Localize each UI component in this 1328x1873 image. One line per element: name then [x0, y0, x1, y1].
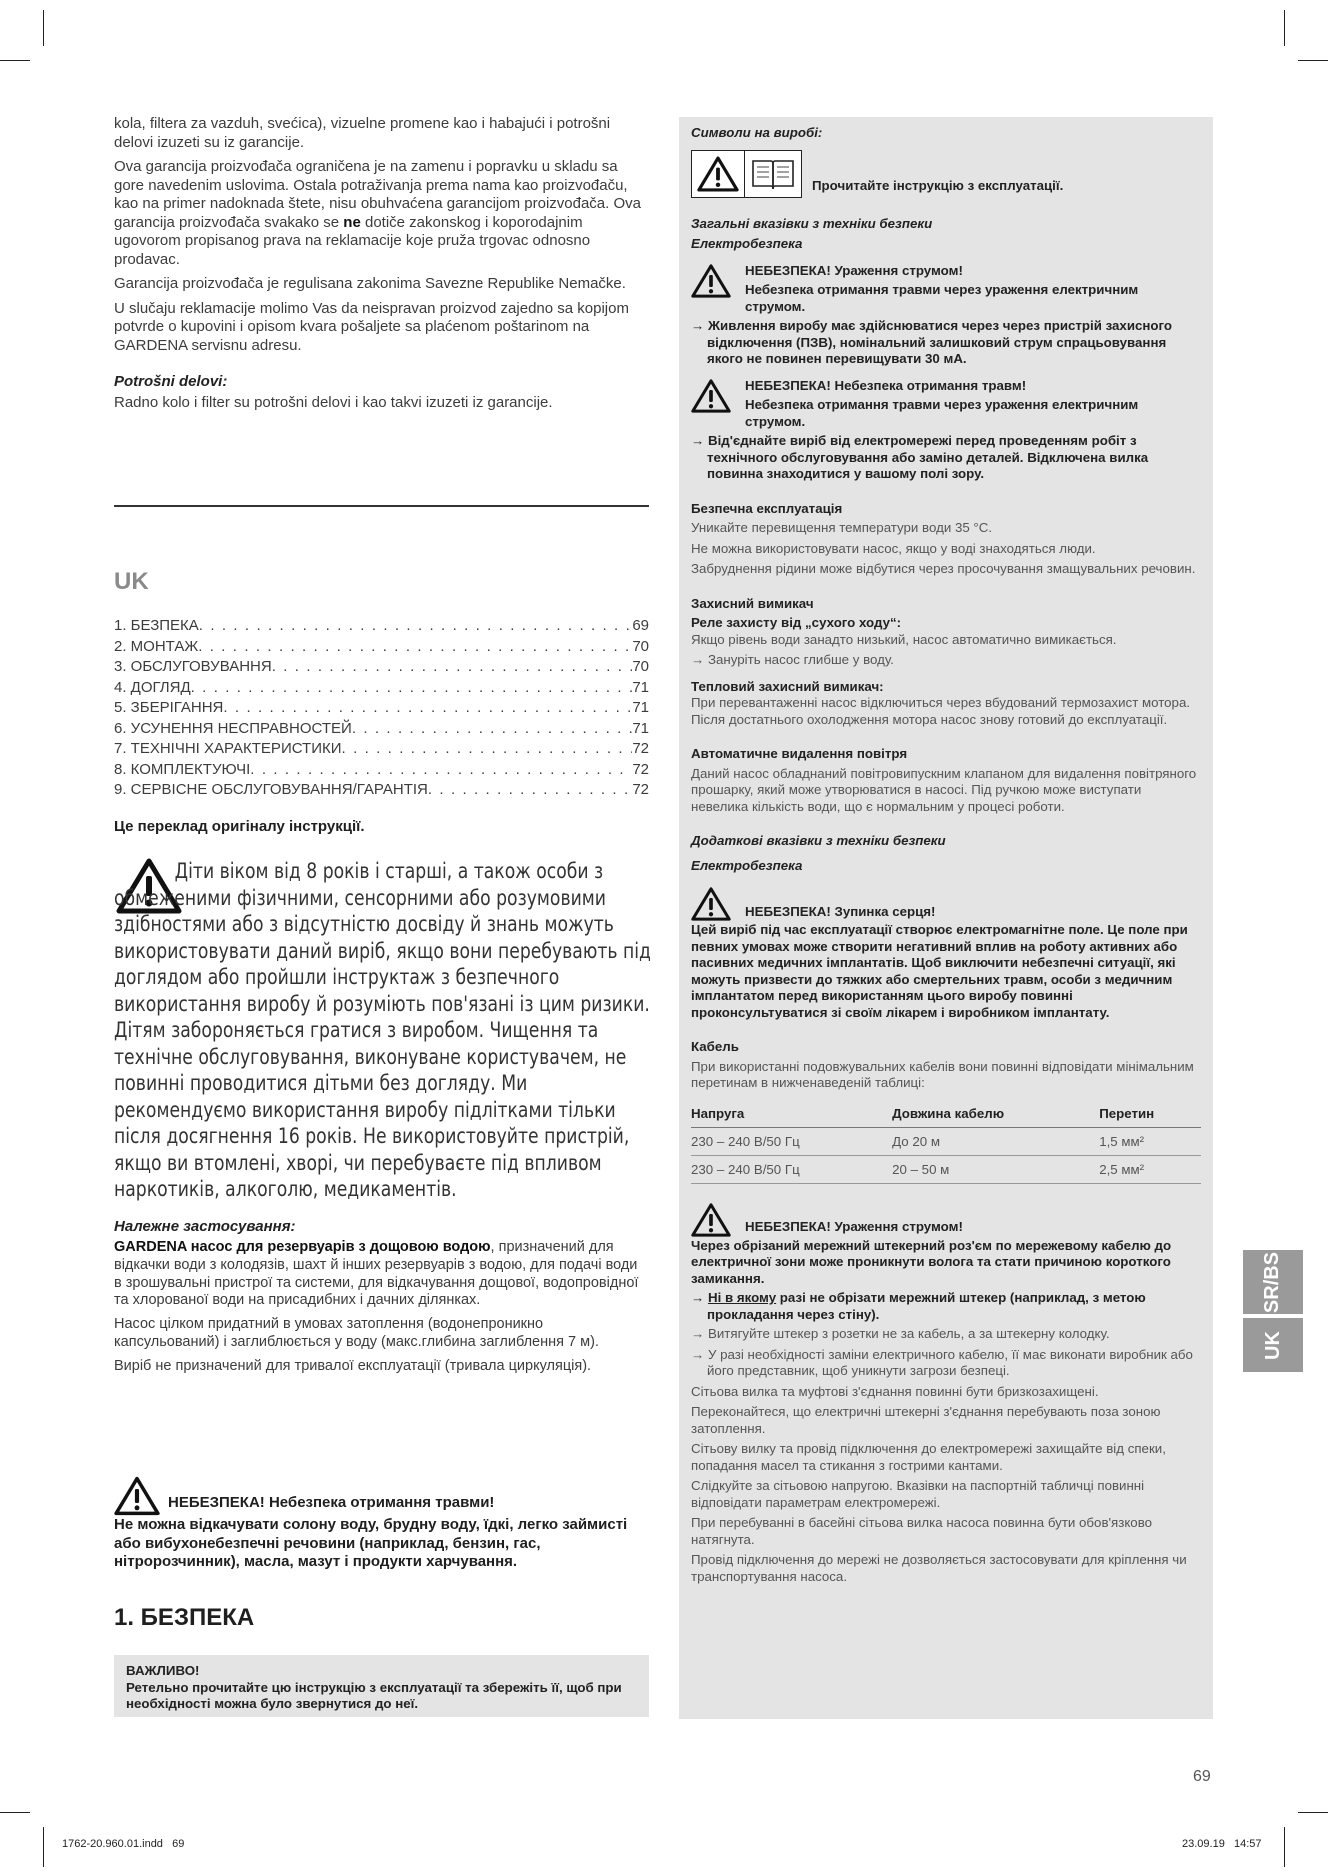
danger1-arrow: → Живлення виробу має здійснюватися через через пристрій захисного відключення (ПЗВ), номінальний залишковий струм спрацьовування якого не повинен перевищувати 30 мА.: [691, 318, 1201, 368]
plain-p: Сітьова вилка та муфтові з'єднання повинні бути бризкозахищені.: [691, 1383, 1099, 1399]
tab-srbs[interactable]: SR/BS: [1243, 1250, 1303, 1314]
toc-item[interactable]: [114, 760, 649, 781]
crop-mark: [43, 1827, 44, 1867]
crop-mark: [0, 1812, 30, 1813]
proper-use-p3: Виріб не призначений для тривалої експлуатації (тривала циркуляція).: [114, 1357, 592, 1374]
toc-item[interactable]: [114, 616, 649, 637]
crop-mark: [1284, 1827, 1285, 1867]
toc-item-page: 72: [632, 781, 649, 798]
toc-leader: [198, 637, 632, 658]
warning-icon: [691, 1202, 731, 1238]
dryrun-arrow: → Зануріть насос глибше у воду.: [691, 652, 1201, 669]
toc-item-title: 9. СЕРВІСНЕ ОБСЛУГОВУВАННЯ/ГАРАНТІЯ: [114, 781, 428, 798]
crop-mark: [1298, 60, 1328, 61]
footer-date: 23.09.19 14:57: [1182, 1838, 1262, 1850]
consumables-text: Radno kolo i filter su potrošni delovi i kao takvi izuzeti iz garancije.: [114, 394, 553, 411]
heart-text: Цей виріб під час експлуатації створює електромагнітне поле. Це поле при певних умовах може створити негативний вплив на роботу активних або пасивних медичних імплантатів. Щоб виключити небезпечні ситуації, які можуть призвести до тяжких або смертельних травм, особи з медичним імплантатом перед використанням цього виробу повинні проконсультуватися зі своїм лікарем і виробником імплантату.: [691, 922, 1188, 1020]
footer-file: 1762-20.960.01.indd 69: [62, 1838, 185, 1850]
crop-mark: [1284, 10, 1285, 46]
cable-text: При використанні подовжувальних кабелів вони повинні відповідати мінімальним перетинам в нижченаведеній таблиці:: [691, 1058, 1194, 1090]
table-cell: 20 – 50 м: [892, 1155, 1099, 1183]
symbols-caption: Прочитайте інструкцію з експлуатації.: [812, 178, 1064, 193]
tab-uk[interactable]: UK: [1243, 1318, 1303, 1372]
safe-p2: Не можна використовувати насос, якщо у воді знаходяться люди.: [691, 540, 1096, 556]
table-cell: 230 – 240 В/50 Гц: [691, 1127, 892, 1155]
safe-p1: Уникайте перевищення температури води 35 °C.: [691, 520, 993, 535]
paragraph: kola, filtera za vazduh, svećica), vizuelne promene kao i habajući i potrošni delovi izuzeti su iz garancije.: [114, 115, 611, 151]
safe-title: Безпечна експлуатація: [691, 500, 843, 516]
toc-item-page: 70: [632, 658, 649, 675]
table-cell: 230 – 240 В/50 Гц: [691, 1155, 892, 1183]
page-number: 69: [1193, 1768, 1211, 1785]
danger1-title: НЕБЕЗПЕКА! Ураження струмом!: [745, 262, 963, 278]
toc-leader: [191, 678, 633, 699]
toc-item-page: 69: [632, 617, 649, 634]
toc-item-page: 71: [632, 678, 649, 696]
toc-leader: [272, 657, 633, 678]
toc-item[interactable]: [114, 719, 649, 740]
toc-item-page: 70: [632, 637, 649, 655]
toc-item-page: 72: [632, 740, 649, 757]
danger-title: НЕБЕЗПЕКА! Небезпека отримання травми!: [168, 1494, 495, 1511]
cable-title: Кабель: [691, 1039, 739, 1054]
table-row: [691, 1155, 1201, 1183]
toc-item-page: 72: [632, 760, 649, 778]
danger1-text: Небезпека отримання травми через ураження електричним струмом.: [745, 282, 1139, 314]
warning-icon: [691, 378, 731, 414]
add-elec: Електробезпека: [691, 857, 803, 873]
manual-book-icon: [750, 156, 796, 192]
toc-item[interactable]: [114, 698, 649, 719]
plain-p: При перебуванні в басейні сітьова вилка насоса повинна бути обов'язково натягнута.: [691, 1515, 1153, 1547]
heart-title: НЕБЕЗПЕКА! Зупинка серця!: [745, 903, 936, 919]
symbols-title: Символи на виробі:: [691, 125, 823, 140]
crop-mark: [1298, 1812, 1328, 1813]
proper-use-text: GARDENA насос для резервуарів з дощовою водою, призначений для відкачки води з колодязів, шахт й інших резервуарів з водою, для подачі води в зрошувальні пристрої та системи, для відкачування дощової, водопровідної та хлорованої води на присадибних і дачних ділянках.: [114, 1239, 639, 1309]
toc-item-title: 6. УСУНЕННЯ НЕСПРАВНОСТЕЙ: [114, 719, 352, 737]
danger2-title: НЕБЕЗПЕКА! Небезпека отримання травм!: [745, 377, 1027, 393]
section-divider: [114, 505, 649, 507]
toc-leader: [250, 760, 632, 781]
toc-leader: [223, 698, 632, 719]
crop-mark: [0, 60, 30, 61]
safe-p3: Забруднення рідини може відбутися через просочування змащувальних речовин.: [691, 561, 1196, 576]
proper-use-title: Належне застосування:: [114, 1218, 296, 1235]
toc-item[interactable]: [114, 739, 649, 760]
toc-item[interactable]: [114, 657, 649, 678]
table-row: [691, 1127, 1201, 1155]
danger2-text: Небезпека отримання травми через ураження електричним струмом.: [745, 397, 1139, 429]
important-text: Ретельно прочитайте цю інструкцію з експлуатації та збережіть її, щоб при необхідності можна було звернутися до неї.: [126, 1679, 622, 1711]
important-title: ВАЖЛИВО!: [126, 1663, 200, 1678]
thermal-title: Тепловий захисний вимикач:: [691, 678, 884, 694]
proper-use: [114, 1218, 649, 1382]
table-cell: До 20 м: [892, 1127, 1099, 1155]
general-title: Загальні вказівки з техніки безпеки: [691, 215, 933, 231]
protect-title: Захисний вимикач: [691, 595, 814, 611]
thermal-text: При перевантаженні насос відключиться через вбудований термозахист мотора. Після достатнього охолодження мотора насос знову готовий до експлуатації.: [691, 695, 1191, 727]
warning-icon: [114, 1476, 160, 1516]
elec-title: Електробезпека: [691, 236, 803, 251]
plain-p: Провід підключення до мережі не дозволяється застосовувати для кріплення чи транспортування насоса.: [691, 1552, 1187, 1584]
toc-leader: [342, 739, 633, 760]
toc-leader: [199, 616, 633, 637]
toc-item-title: 5. ЗБЕРІГАННЯ: [114, 699, 224, 716]
important-box: [114, 1655, 649, 1717]
dryrun-title: Реле захисту від „сухого ходу“:: [691, 615, 902, 630]
toc-item-title: 8. КОМПЛЕКТУЮЧІ: [114, 760, 251, 778]
plain-p: Сітьову вилку та провід підключення до електромережі захищайте від спеки, попадання масел та стикання з гострими кантами.: [691, 1441, 1166, 1473]
shock-a2: → Витягуйте штекер з розетки не за кабель, а за штекерну колодку.: [691, 1326, 1201, 1343]
paragraph: U slučaju reklamacije molimo Vas da neispravan proizvod zajedno sa kopijom potvrde o kupovini i opisom kvara pošaljete sa plaćenom poštarinom na GARDENA servisnu adresu.: [114, 299, 629, 354]
toc-item-title: 4. ДОГЛЯД: [114, 678, 191, 696]
toc-item-title: 2. МОНТАЖ: [114, 637, 199, 655]
table-cell: 1,5 мм²: [1099, 1127, 1201, 1155]
air-title: Автоматичне видалення повітря: [691, 746, 908, 761]
toc-item-page: 71: [632, 719, 649, 737]
section-title: 1. БЕЗПЕКА: [114, 1604, 255, 1631]
shock-arrow: → Ні в якому разі не обрізати мережний штекер (наприклад, з метою прокладання через стіну).: [691, 1290, 1201, 1323]
table-cell: 2,5 мм²: [1099, 1155, 1201, 1183]
toc-item[interactable]: [114, 637, 649, 658]
proper-use-p2: Насос цілком придатний в умовах затоплення (водонепроникно капсульований) і заглиблюється у воду (макс.глибина заглиблення 7 м).: [114, 1316, 599, 1350]
crop-mark: [43, 10, 44, 46]
shock-title: НЕБЕЗПЕКА! Ураження струмом!: [745, 1219, 963, 1234]
toc-item-title: 7. ТЕХНІЧНІ ХАРАКТЕРИСТИКИ: [114, 740, 342, 757]
paragraph: Ova garancija proizvođača ograničena je na zamenu i popravku u skladu sa gore navedenim uslovima. Ostala potraživanja prema nama kao proizvođaču, kao na primer nadoknada štete, nisu obuhvaćena garancijom proizvođača. Ova garancija proizvođača svakako se ne dotiče zakonskog i koporodajnim ugovorom propisanog prava na reklamacije koje pruža trgovac odnosno prodavac.: [114, 158, 641, 268]
toc-item-title: 3. ОБСЛУГОВУВАННЯ: [114, 658, 272, 675]
translation-note: Це переклад оригіналу інструкції.: [114, 818, 365, 835]
warning-icon: [691, 886, 731, 922]
shock-text: Через обрізаний мережний штекерний роз'єм по мережевому кабелю до електричної зони може проникнути волога та стати причиною короткого замикання.: [691, 1237, 1172, 1286]
toc-item[interactable]: [114, 678, 649, 699]
toc-leader: [352, 719, 632, 740]
shock-a3: → У разі необхідності заміни електричного кабелю, її має виконати виробник або його представник, щоб уникнути загрози безпеці.: [691, 1347, 1201, 1380]
table-header: Напруга: [691, 1100, 892, 1128]
plain-p: Слідкуйте за сітьовою напругою. Вказівки на паспортній табличці повинні відповідати параметрам електромережі.: [691, 1478, 1145, 1510]
warning-icon: [697, 155, 739, 193]
uk-language-title: UK: [114, 568, 149, 595]
table-header: Довжина кабелю: [892, 1100, 1099, 1128]
toc-item-page: 71: [632, 699, 649, 716]
toc-item[interactable]: [114, 780, 649, 801]
warning-icon: [691, 263, 731, 299]
paragraph: Garancija proizvođača je regulisana zakonima Savezne Republike Nemačke.: [114, 275, 626, 292]
danger2-arrow: → Від'єднайте виріб від електромережі перед проведенням робіт з технічного обслуговування або заміно деталей. Відключена вилка повинна знаходитися у вашому полі зору.: [691, 433, 1201, 483]
danger-text: Не можна відкачувати солону воду, брудну воду, їдкі, легко займисті або вибухонебезпечні речовини (наприклад, бензин, гас, нітророзчинник), масла, мазут і продукти харчування.: [114, 1516, 628, 1570]
children-warning-text: Діти віком від 8 років і старші, а також особи з обмеженими фізичними, сенсорними або розумовими здібностями або з відсутністю досвіду й знань можуть використовувати даний виріб, якщо вони перебувають під доглядом або пройшли інструктаж з безпечного використання виробу й розуміють пов'язані із цим ризики. Дітям забороняється гратися з виробом. Чищення та технічне обслуговування, виконуване користувачем, не повинні проводитися дітьми без догляду. Ми рекомендуємо використання виробу підлітками тільки після досягнення 16 років. Не використовуйте пристрій, якщо ви втомлені, хворі, чи перебуваєте під впливом наркотиків, алкоголю, медикаментів.: [114, 859, 651, 1201]
plain-p: Переконайтеся, що електричні штекерні з'єднання перебувають поза зоною затоплення.: [691, 1404, 1161, 1436]
toc-leader: [428, 780, 632, 801]
add-title: Додаткові вказівки з техніки безпеки: [691, 833, 946, 848]
air-text: Даний насос обладнаний повітровипускним клапаном для видалення повітряного прошарку, який може утворюватися в насосі. Під ручкою може виступати невелика кількість води, що є нормальним у процесі роботи.: [691, 765, 1197, 814]
consumables-title: Potrošni delovi:: [114, 373, 228, 390]
table-of-contents: [114, 616, 649, 801]
children-warning: [114, 858, 649, 1208]
left-intro: [114, 115, 649, 419]
dryrun-text: Якщо рівень води занадто низький, насос автоматично вимикається.: [691, 631, 1117, 647]
cable-table: [691, 1100, 1201, 1184]
table-header: Перетин: [1099, 1100, 1201, 1128]
danger-block: [114, 1476, 649, 1572]
safety-panel: [679, 117, 1213, 1719]
toc-item-title: 1. БЕЗПЕКА: [114, 617, 199, 634]
